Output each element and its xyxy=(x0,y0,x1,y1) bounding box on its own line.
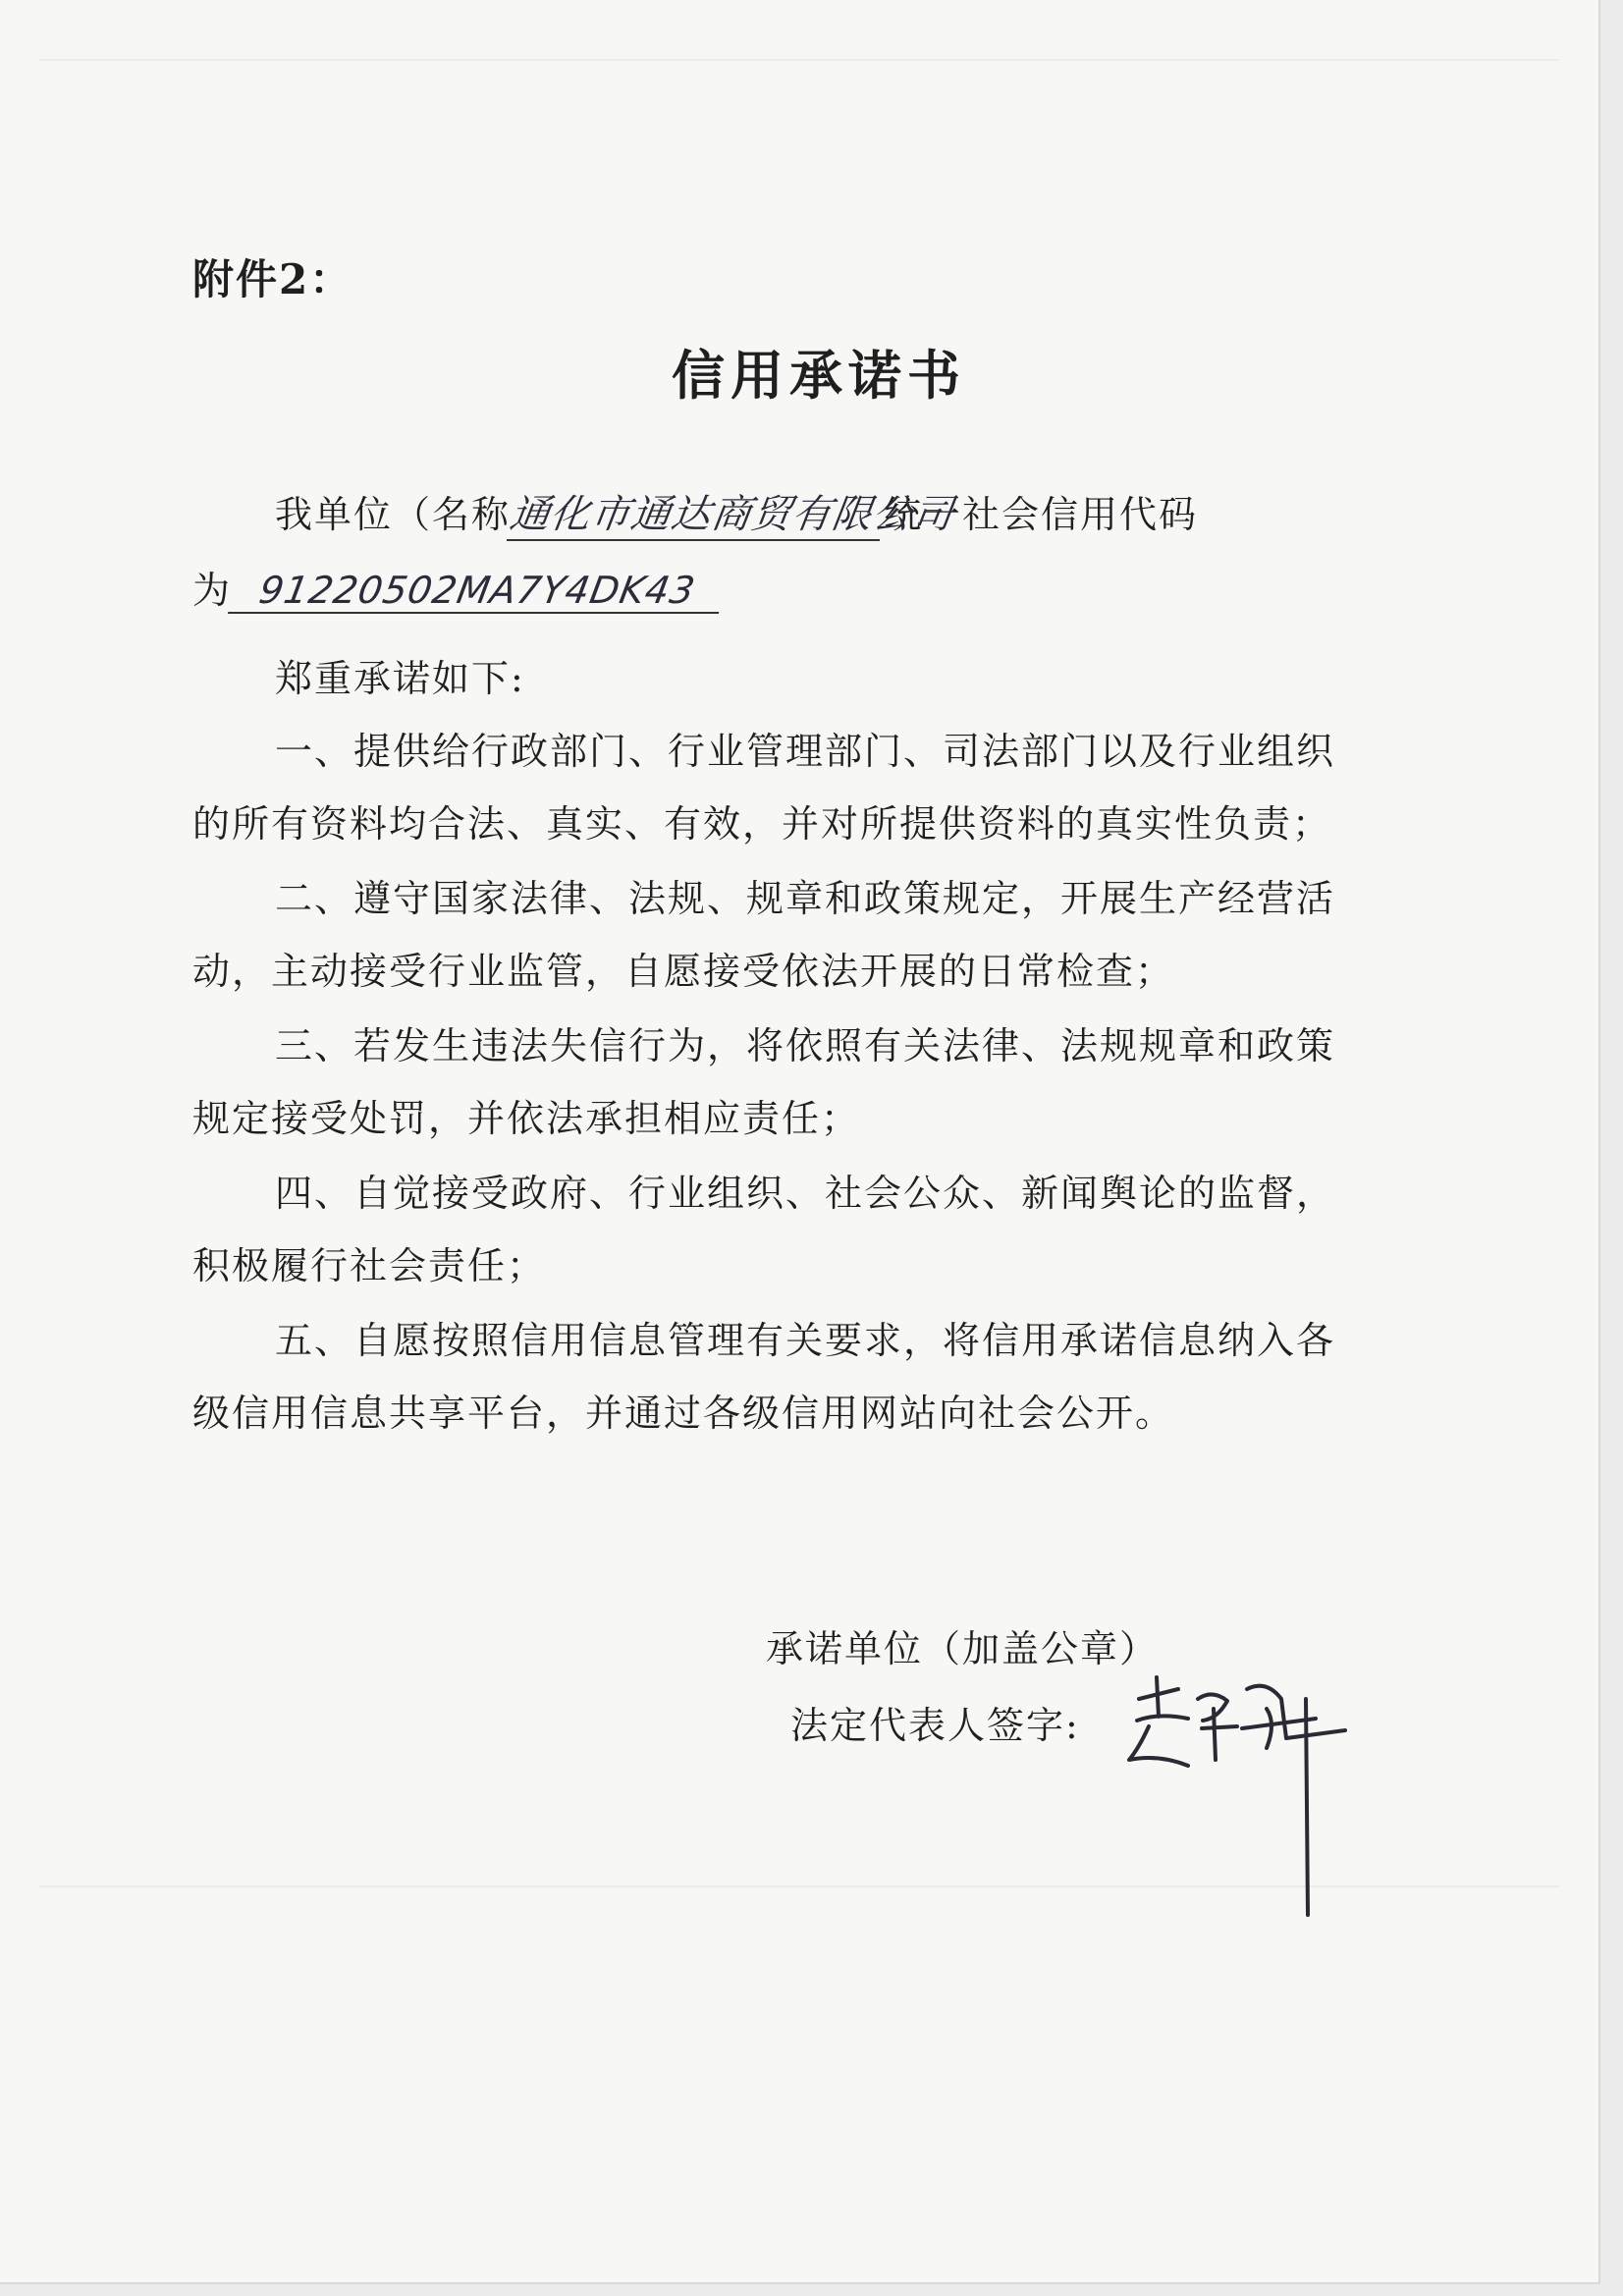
credit-code-field: 91220502MA7Y4DK43 xyxy=(228,569,727,614)
item-1-line-2: 的所有资料均合法、真实、有效，并对所提供资料的真实性负责； xyxy=(192,802,1332,846)
signature-stroke xyxy=(1129,1677,1188,1766)
promise-line: 郑重承诺如下: xyxy=(275,657,525,700)
item-5-line-2: 级信用信息共享平台，并通过各级信用网站向社会公开。 xyxy=(192,1392,1175,1435)
scan-artifact xyxy=(39,59,1559,61)
code-prefix: 为 xyxy=(192,569,233,612)
intro-line-1 xyxy=(275,483,1198,541)
document-title: 信用承诺书 xyxy=(672,344,966,407)
signature-stroke xyxy=(1242,1686,1345,1748)
signature-stroke xyxy=(1198,1694,1237,1760)
item-5-line-1: 五、自愿按照信用信息管理有关要求，将信用承诺信息纳入各 xyxy=(275,1319,1336,1362)
item-2-line-2: 动，主动接受行业监管，自愿接受依法开展的日常检查； xyxy=(192,950,1175,993)
item-3-line-1: 三、若发生违法失信行为，将依照有关法律、法规规章和政策 xyxy=(275,1024,1336,1067)
company-name-field: 通化市通达商贸有限公司 xyxy=(507,483,888,541)
item-3-line-2: 规定接受处罚，并依法承担相应责任； xyxy=(192,1097,861,1140)
handwritten-signature xyxy=(1119,1669,1375,1925)
item-4-line-1: 四、自觉接受政府、行业组织、社会公众、新闻舆论的监督， xyxy=(275,1172,1336,1215)
item-4-line-2: 积极履行社会责任； xyxy=(192,1244,547,1287)
signature-stroke xyxy=(1306,1699,1308,1915)
item-1-line-1: 一、提供给行政部门、行业管理部门、司法部门以及行业组织 xyxy=(275,730,1336,773)
intro-prefix: 我单位（名称 xyxy=(275,493,512,536)
attachment-label: 附件2： xyxy=(192,255,353,303)
unit-label: 承诺单位（加盖公章） xyxy=(766,1627,1160,1670)
intro-line-2 xyxy=(192,560,723,614)
legal-rep-label: 法定代表人签字: xyxy=(790,1704,1080,1747)
item-2-line-1: 二、遵守国家法律、法规、规章和政策规定，开展生产经营活 xyxy=(275,877,1336,920)
intro-middle: 统一社会信用代码 xyxy=(884,493,1199,536)
